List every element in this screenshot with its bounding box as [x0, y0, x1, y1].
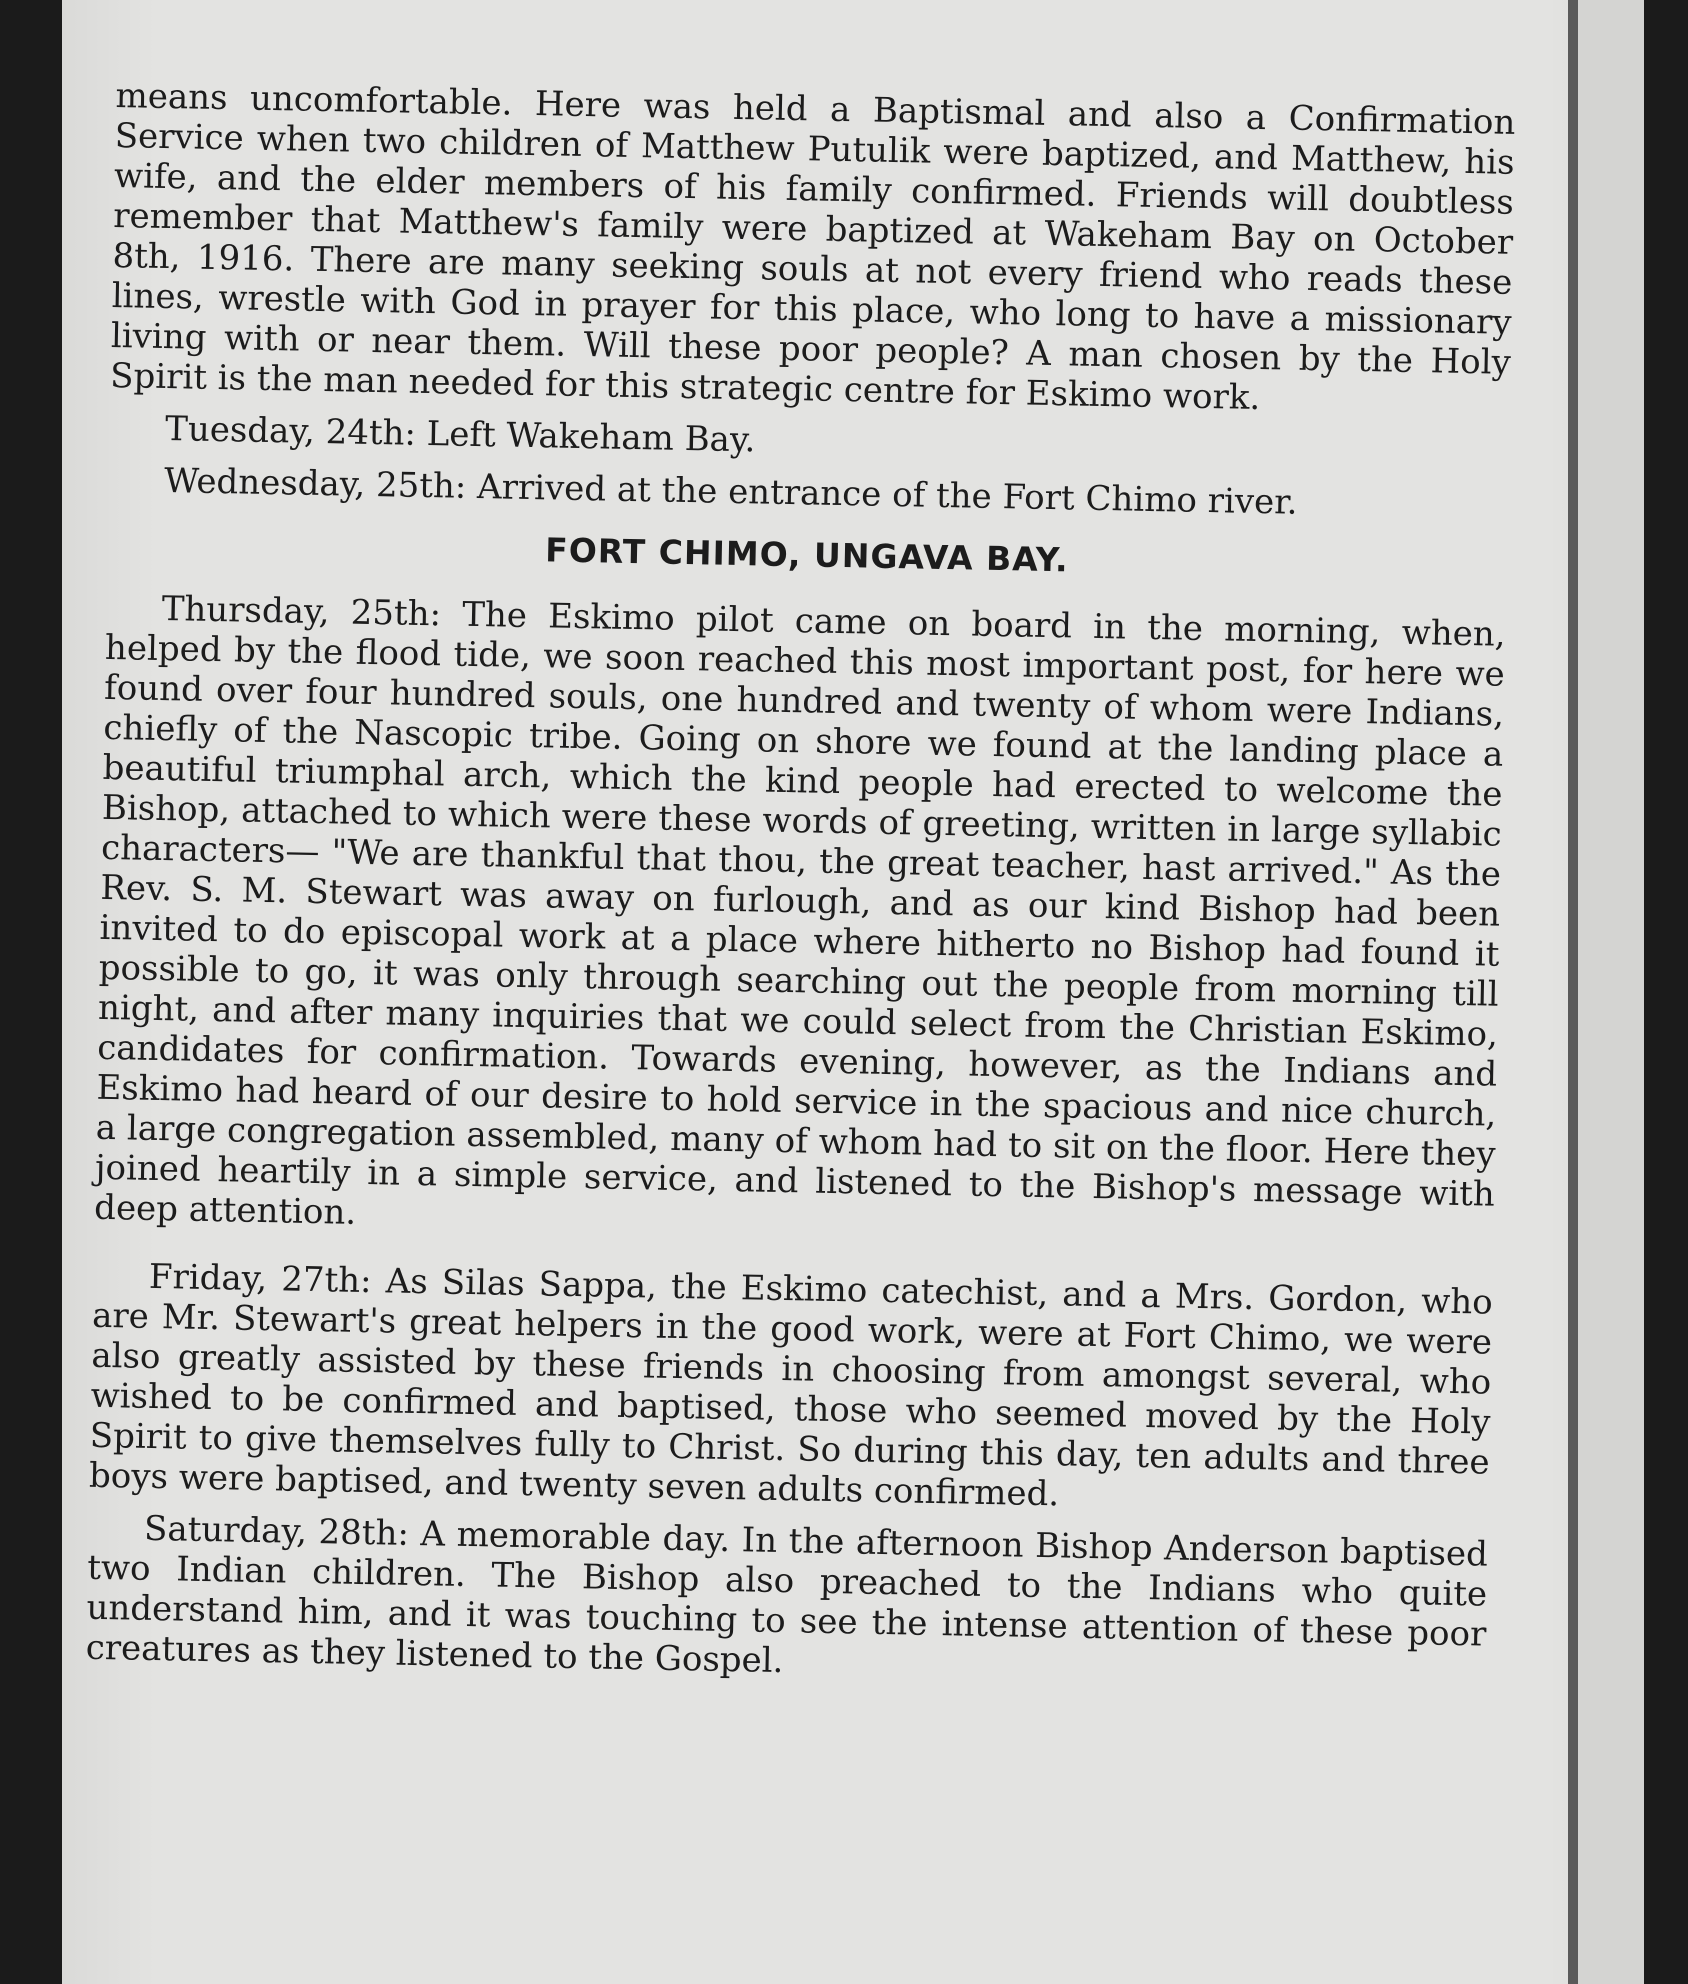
entry-friday-27th: Friday, 27th: As Silas Sappa, the Eskimo catechist, and a Mrs. Gordon, who are Mr. Stewart's great helpers in the good work, were at Fort Chimo, we were also greatly assisted by these friends in choosing from amongst several, who wished to be confirmed and baptised, those who seemed moved by the Holy Spirit to give themselves fully to Christ. So during this day, ten adults and three boys were baptised, and twenty seven adults confirmed. [88, 1256, 1494, 1515]
section-heading: FORT CHIMO, UNGAVA BAY. [544, 530, 1069, 580]
book-gutter [1568, 0, 1578, 1984]
entry-thursday-25th: Thursday, 25th: The Eskimo pilot came on board in the morning, when, helped by the flood tide, we soon reached this most important post, for here we found over four hundred souls, one hundred and twenty of whom were Indians, chiefly of the Nascopic tribe. Going on shore we found at the landing place a beautiful triumphal arch, which the kind people had erected to welcome the Bishop, attached to which were these words of greeting, written in large syllabic characters— "We are thankful that thou, the great teacher, hast arrived." As the Rev. S. M. Stewart was away on furlough, and as our kind Bishop had been invited to do episcopal work at a place where hitherto no Bishop had found it possible to go, it was only through searching out the people from morning till night, and after many inquiries that we could select from the Christian Eskimo, candidates for confirmation. Towards evening, however, as the Indians and Eskimo had heard of our desire to hold service in the spacious and nice church, a large congregation assembled, many of whom had to sit on the floor. Here they joined heartily in a simple service, and listened to the Bishop's message with deep attention. [93, 588, 1506, 1233]
entry-saturday-28th: Saturday, 28th: A memorable day. In the afternoon Bishop Anderson baptised two Indian children. The Bishop also preached to the Indians who quite understand him, and it was touching to see the intense attention of these poor creatures as they listened to the Gospel. [85, 1508, 1489, 1682]
page-text [85, 76, 1516, 1707]
facing-page-edge [1578, 0, 1644, 1984]
entry-wednesday-25th: Wednesday, 25th: Arrived at the entrance of the Fort Chimo river. [163, 461, 1298, 523]
paragraph-matthew-putulik: means uncomfortable. Here was held a Baptismal and also a Confirmation Service when two children of Matthew Putulik were baptized, and Matthew, his wife, and the elder members of his family confirmed. Friends will doubtless remember that Matthew's family were baptized at Wakeham Bay on October 8th, 1916. There are many seeking souls at not every friend who reads these lines, wrestle with God in prayer for this place, who long to have a missionary living with or near them. Will these poor people? A man chosen by the Holy Spirit is the man needed for this strategic centre for Eskimo work. [109, 76, 1516, 419]
scanned-page [62, 0, 1644, 1984]
entry-tuesday-24th: Tuesday, 24th: Left Wakeham Bay. [164, 409, 756, 461]
